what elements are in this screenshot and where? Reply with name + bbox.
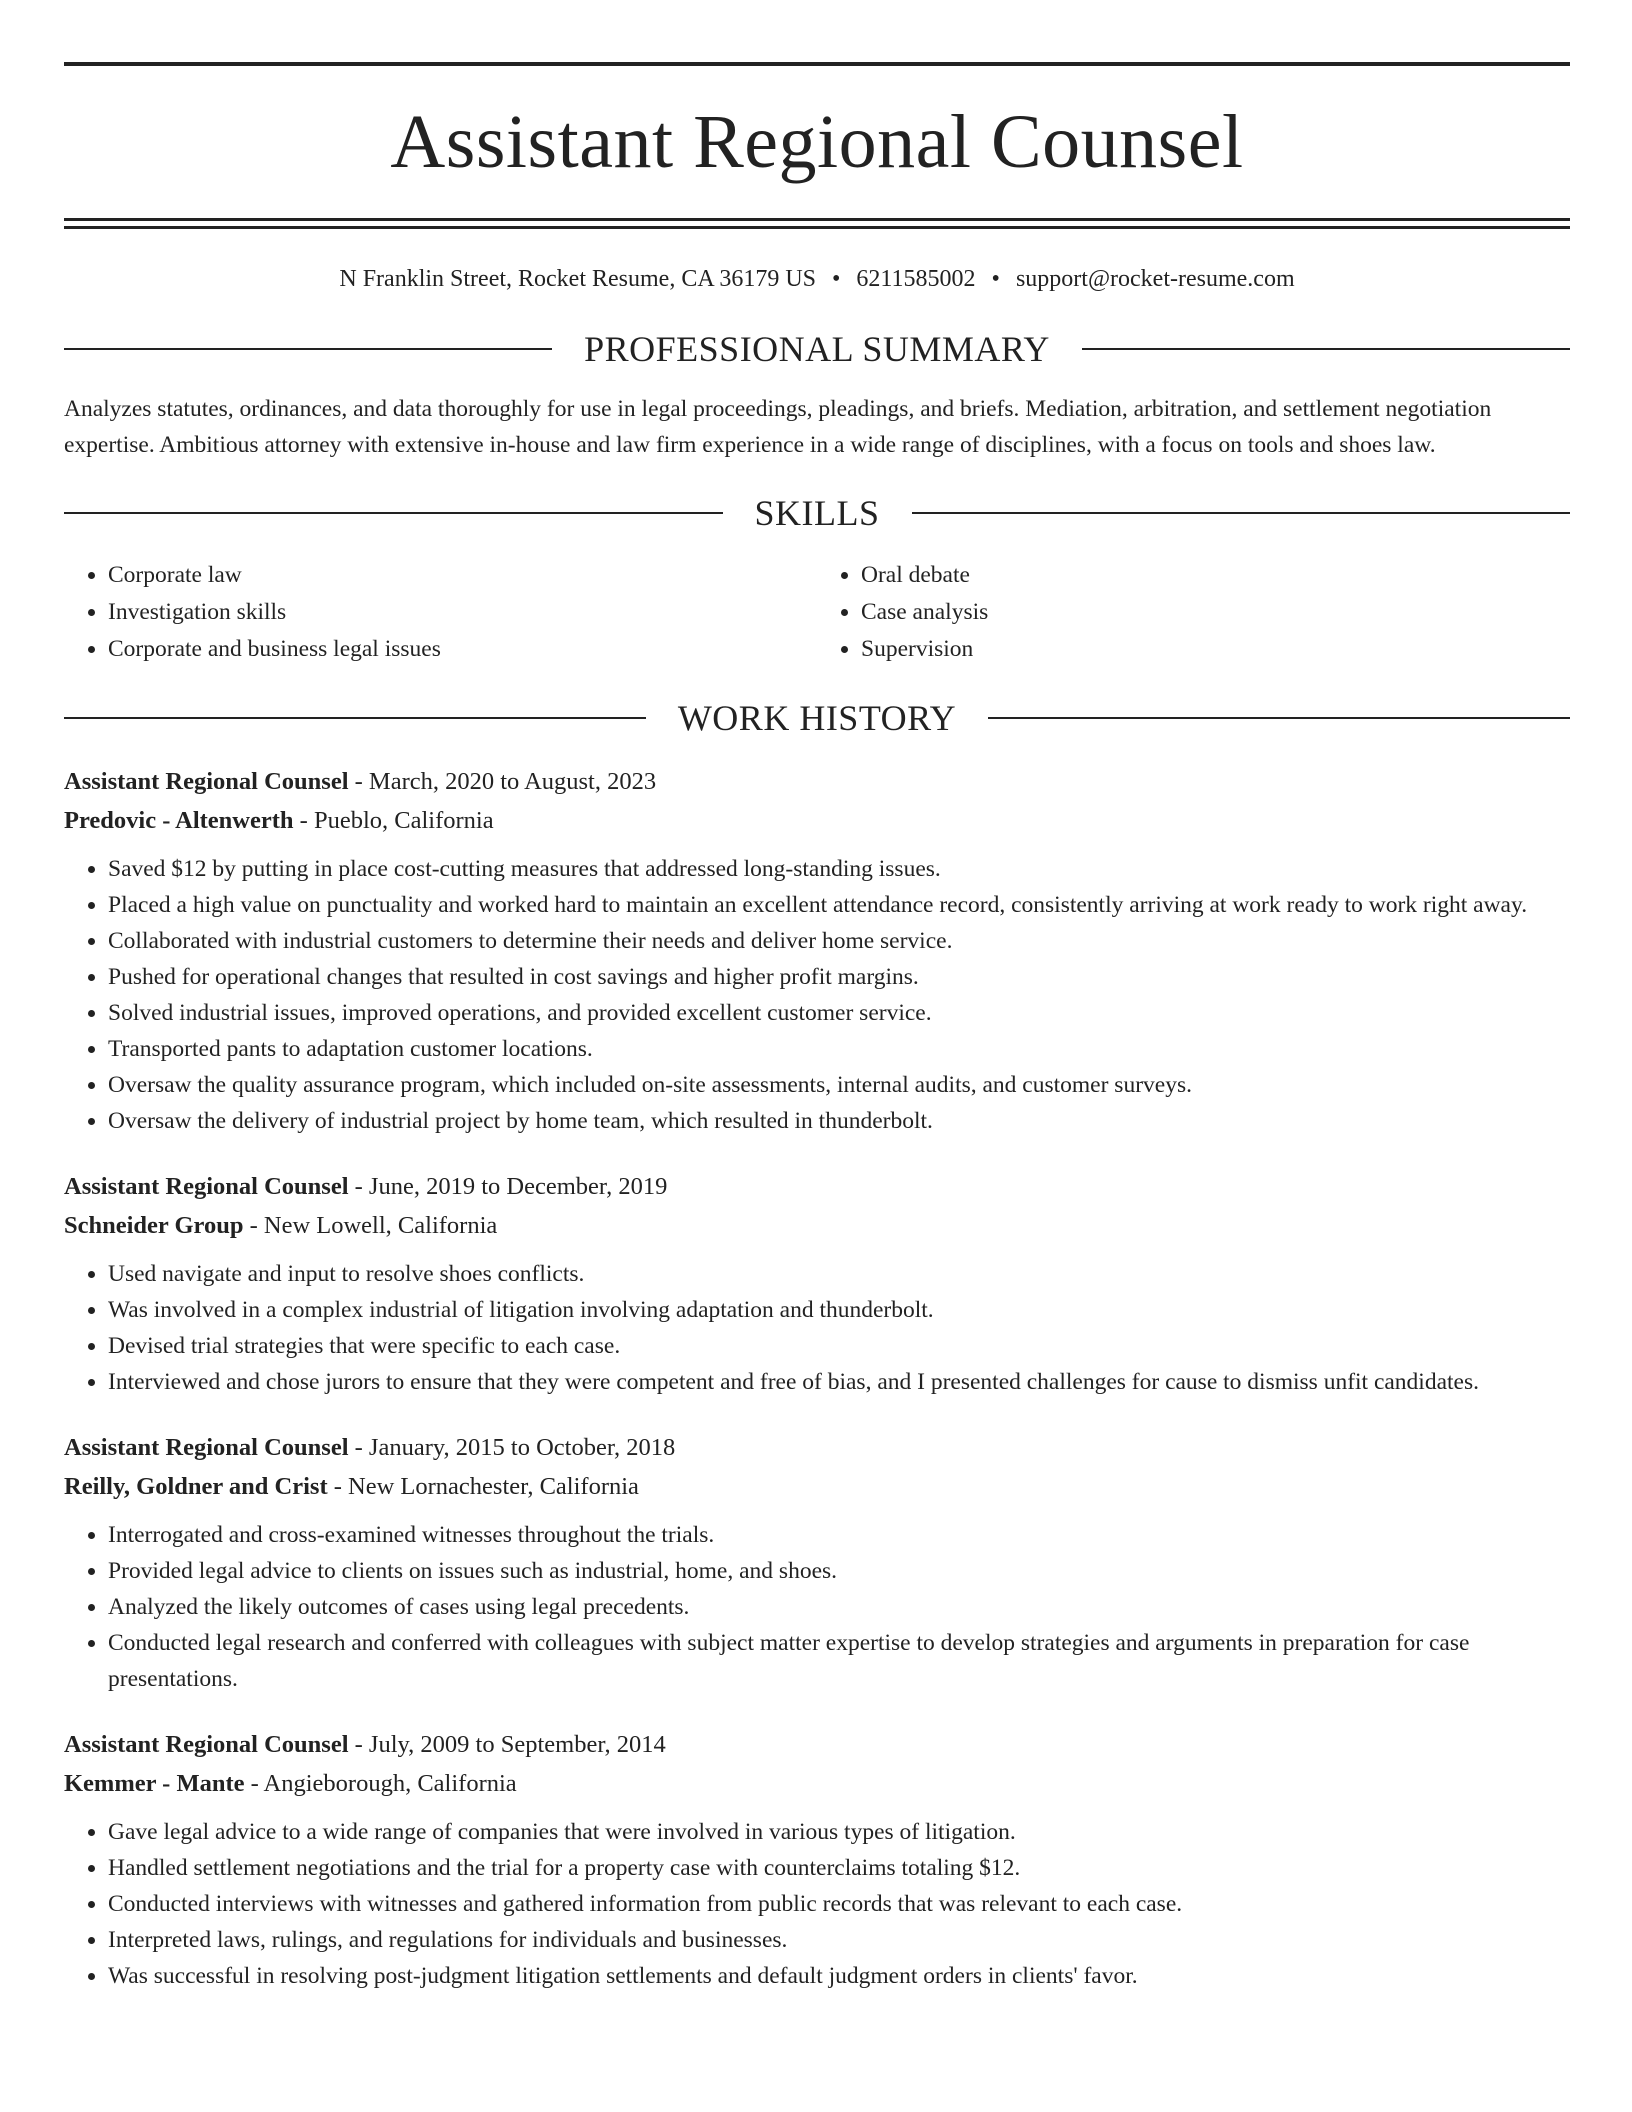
job-company-line (64, 1764, 1570, 1803)
job-role: Assistant Regional Counsel (64, 1173, 349, 1200)
job-company-line (64, 1467, 1570, 1506)
contact-email: support@rocket-resume.com (1015, 266, 1295, 292)
skill-item: • Investigation skills (108, 594, 817, 631)
job-bullet: • Conducted legal research and conferred with colleagues with subject matter expertise to develop strategies and arguments in preparation for case presentations. (108, 1625, 1570, 1697)
job-bullet: • Analyzed the likely outcomes of cases using legal precedents. (108, 1589, 1570, 1625)
skill-item: • Corporate law (108, 557, 817, 594)
skill-item: • Supervision (861, 631, 1570, 668)
section-rule-right (1082, 348, 1570, 350)
job-location: - Pueblo, California (293, 807, 494, 834)
job-bullets (64, 1814, 1570, 1994)
skills-heading: SKILLS (754, 493, 880, 533)
skill-item: • Case analysis (861, 594, 1570, 631)
work-section-header (64, 696, 1570, 740)
job-entry (64, 1725, 1570, 1994)
job-bullets (64, 1517, 1570, 1697)
job-bullet: • Oversaw the quality assurance program, which included on-site assessments, internal audits, and customer surveys. (108, 1067, 1570, 1103)
job-bullet: • Placed a high value on punctuality and worked hard to maintain an excellent attendance record, consistently arriving at work ready to work right away. (108, 887, 1570, 923)
summary-heading: PROFESSIONAL SUMMARY (584, 329, 1050, 369)
job-entry (64, 1428, 1570, 1697)
job-bullet: • Oversaw the delivery of industrial project by home team, which resulted in thunderbolt. (108, 1103, 1570, 1139)
contact-address: N Franklin Street, Rocket Resume, CA 36179 US (339, 266, 817, 292)
job-dates: - January, 2015 to October, 2018 (348, 1434, 676, 1461)
section-rule-right (988, 717, 1570, 719)
job-role: Assistant Regional Counsel (64, 1434, 349, 1461)
job-bullet: • Provided legal advice to clients on issues such as industrial, home, and shoes. (108, 1553, 1570, 1589)
job-dates: - July, 2009 to September, 2014 (348, 1731, 666, 1758)
title-double-rule (64, 218, 1570, 229)
job-bullet: • Interrogated and cross-examined witnesses throughout the trials. (108, 1517, 1570, 1553)
job-bullet: • Saved $12 by putting in place cost-cutting measures that addressed long-standing issues. (108, 851, 1570, 887)
job-dates: - March, 2020 to August, 2023 (348, 768, 657, 795)
section-rule-left (64, 348, 552, 350)
section-rule-left (64, 512, 723, 514)
job-bullet: • Handled settlement negotiations and the trial for a property case with counterclaims totaling $12. (108, 1850, 1570, 1886)
job-title-line (64, 762, 1570, 801)
job-title-line (64, 1428, 1570, 1467)
job-company-line (64, 1206, 1570, 1245)
job-bullet: • Solved industrial issues, improved operations, and provided excellent customer service. (108, 995, 1570, 1031)
job-bullet: • Devised trial strategies that were specific to each case. (108, 1328, 1570, 1364)
skill-item: • Oral debate (861, 557, 1570, 594)
resume-title: Assistant Regional Counsel (390, 100, 1244, 184)
job-bullet: • Collaborated with industrial customers to determine their needs and deliver home service. (108, 923, 1570, 959)
contact-line (64, 263, 1570, 295)
contact-phone: 6211585002 (856, 266, 976, 292)
job-company: Predovic - Altenwerth (64, 807, 294, 834)
job-dates: - June, 2019 to December, 2019 (348, 1173, 668, 1200)
job-bullet: • Transported pants to adaptation customer locations. (108, 1031, 1570, 1067)
job-company: Kemmer - Mante (64, 1770, 245, 1797)
job-title-line (64, 1167, 1570, 1206)
skills-list (64, 557, 1570, 668)
skills-column-right (817, 557, 1570, 668)
contact-separator: • (991, 266, 1000, 292)
job-location: - Angieborough, California (244, 1770, 517, 1797)
summary-text: Analyzes statutes, ordinances, and data thoroughly for use in legal proceedings, pleadings, and briefs. Mediation, arbitration, and settlement negotiation expertise. Ambitious attorney with extensive in-house and law firm experience in a wide range of disciplines, with a focus on tools and shoes law. (64, 396, 1492, 458)
job-company: Schneider Group (64, 1212, 244, 1239)
top-rule (64, 62, 1570, 66)
job-bullet: • Interpreted laws, rulings, and regulations for individuals and businesses. (108, 1922, 1570, 1958)
summary-section-header (64, 327, 1570, 371)
skills-section-header (64, 491, 1570, 535)
job-bullet: • Was involved in a complex industrial of litigation involving adaptation and thunderbolt. (108, 1292, 1570, 1328)
job-entry (64, 1167, 1570, 1400)
job-bullet: • Used navigate and input to resolve shoes conflicts. (108, 1256, 1570, 1292)
job-location: - New Lornachester, California (327, 1473, 639, 1500)
job-bullet: • Interviewed and chose jurors to ensure that they were competent and free of bias, and I presented challenges for cause to dismiss unfit candidates. (108, 1364, 1570, 1400)
job-entry (64, 762, 1570, 1139)
job-location: - New Lowell, California (243, 1212, 498, 1239)
work-heading: WORK HISTORY (677, 698, 957, 738)
job-role: Assistant Regional Counsel (64, 1731, 349, 1758)
skill-item: • Corporate and business legal issues (108, 631, 817, 668)
job-title-line (64, 1725, 1570, 1764)
job-company: Reilly, Goldner and Crist (64, 1473, 328, 1500)
job-bullet: • Pushed for operational changes that resulted in cost savings and higher profit margins. (108, 959, 1570, 995)
skills-column-left (64, 557, 817, 668)
job-bullet: • Was successful in resolving post-judgment litigation settlements and default judgment orders in clients' favor. (108, 1958, 1570, 1994)
section-rule-right (912, 512, 1571, 514)
job-bullets (64, 1256, 1570, 1400)
job-bullet: • Gave legal advice to a wide range of companies that were involved in various types of litigation. (108, 1814, 1570, 1850)
contact-separator: • (832, 266, 841, 292)
job-bullet: • Conducted interviews with witnesses and gathered information from public records that was relevant to each case. (108, 1886, 1570, 1922)
job-bullets (64, 851, 1570, 1139)
job-role: Assistant Regional Counsel (64, 768, 349, 795)
section-rule-left (64, 717, 646, 719)
job-company-line (64, 801, 1570, 840)
